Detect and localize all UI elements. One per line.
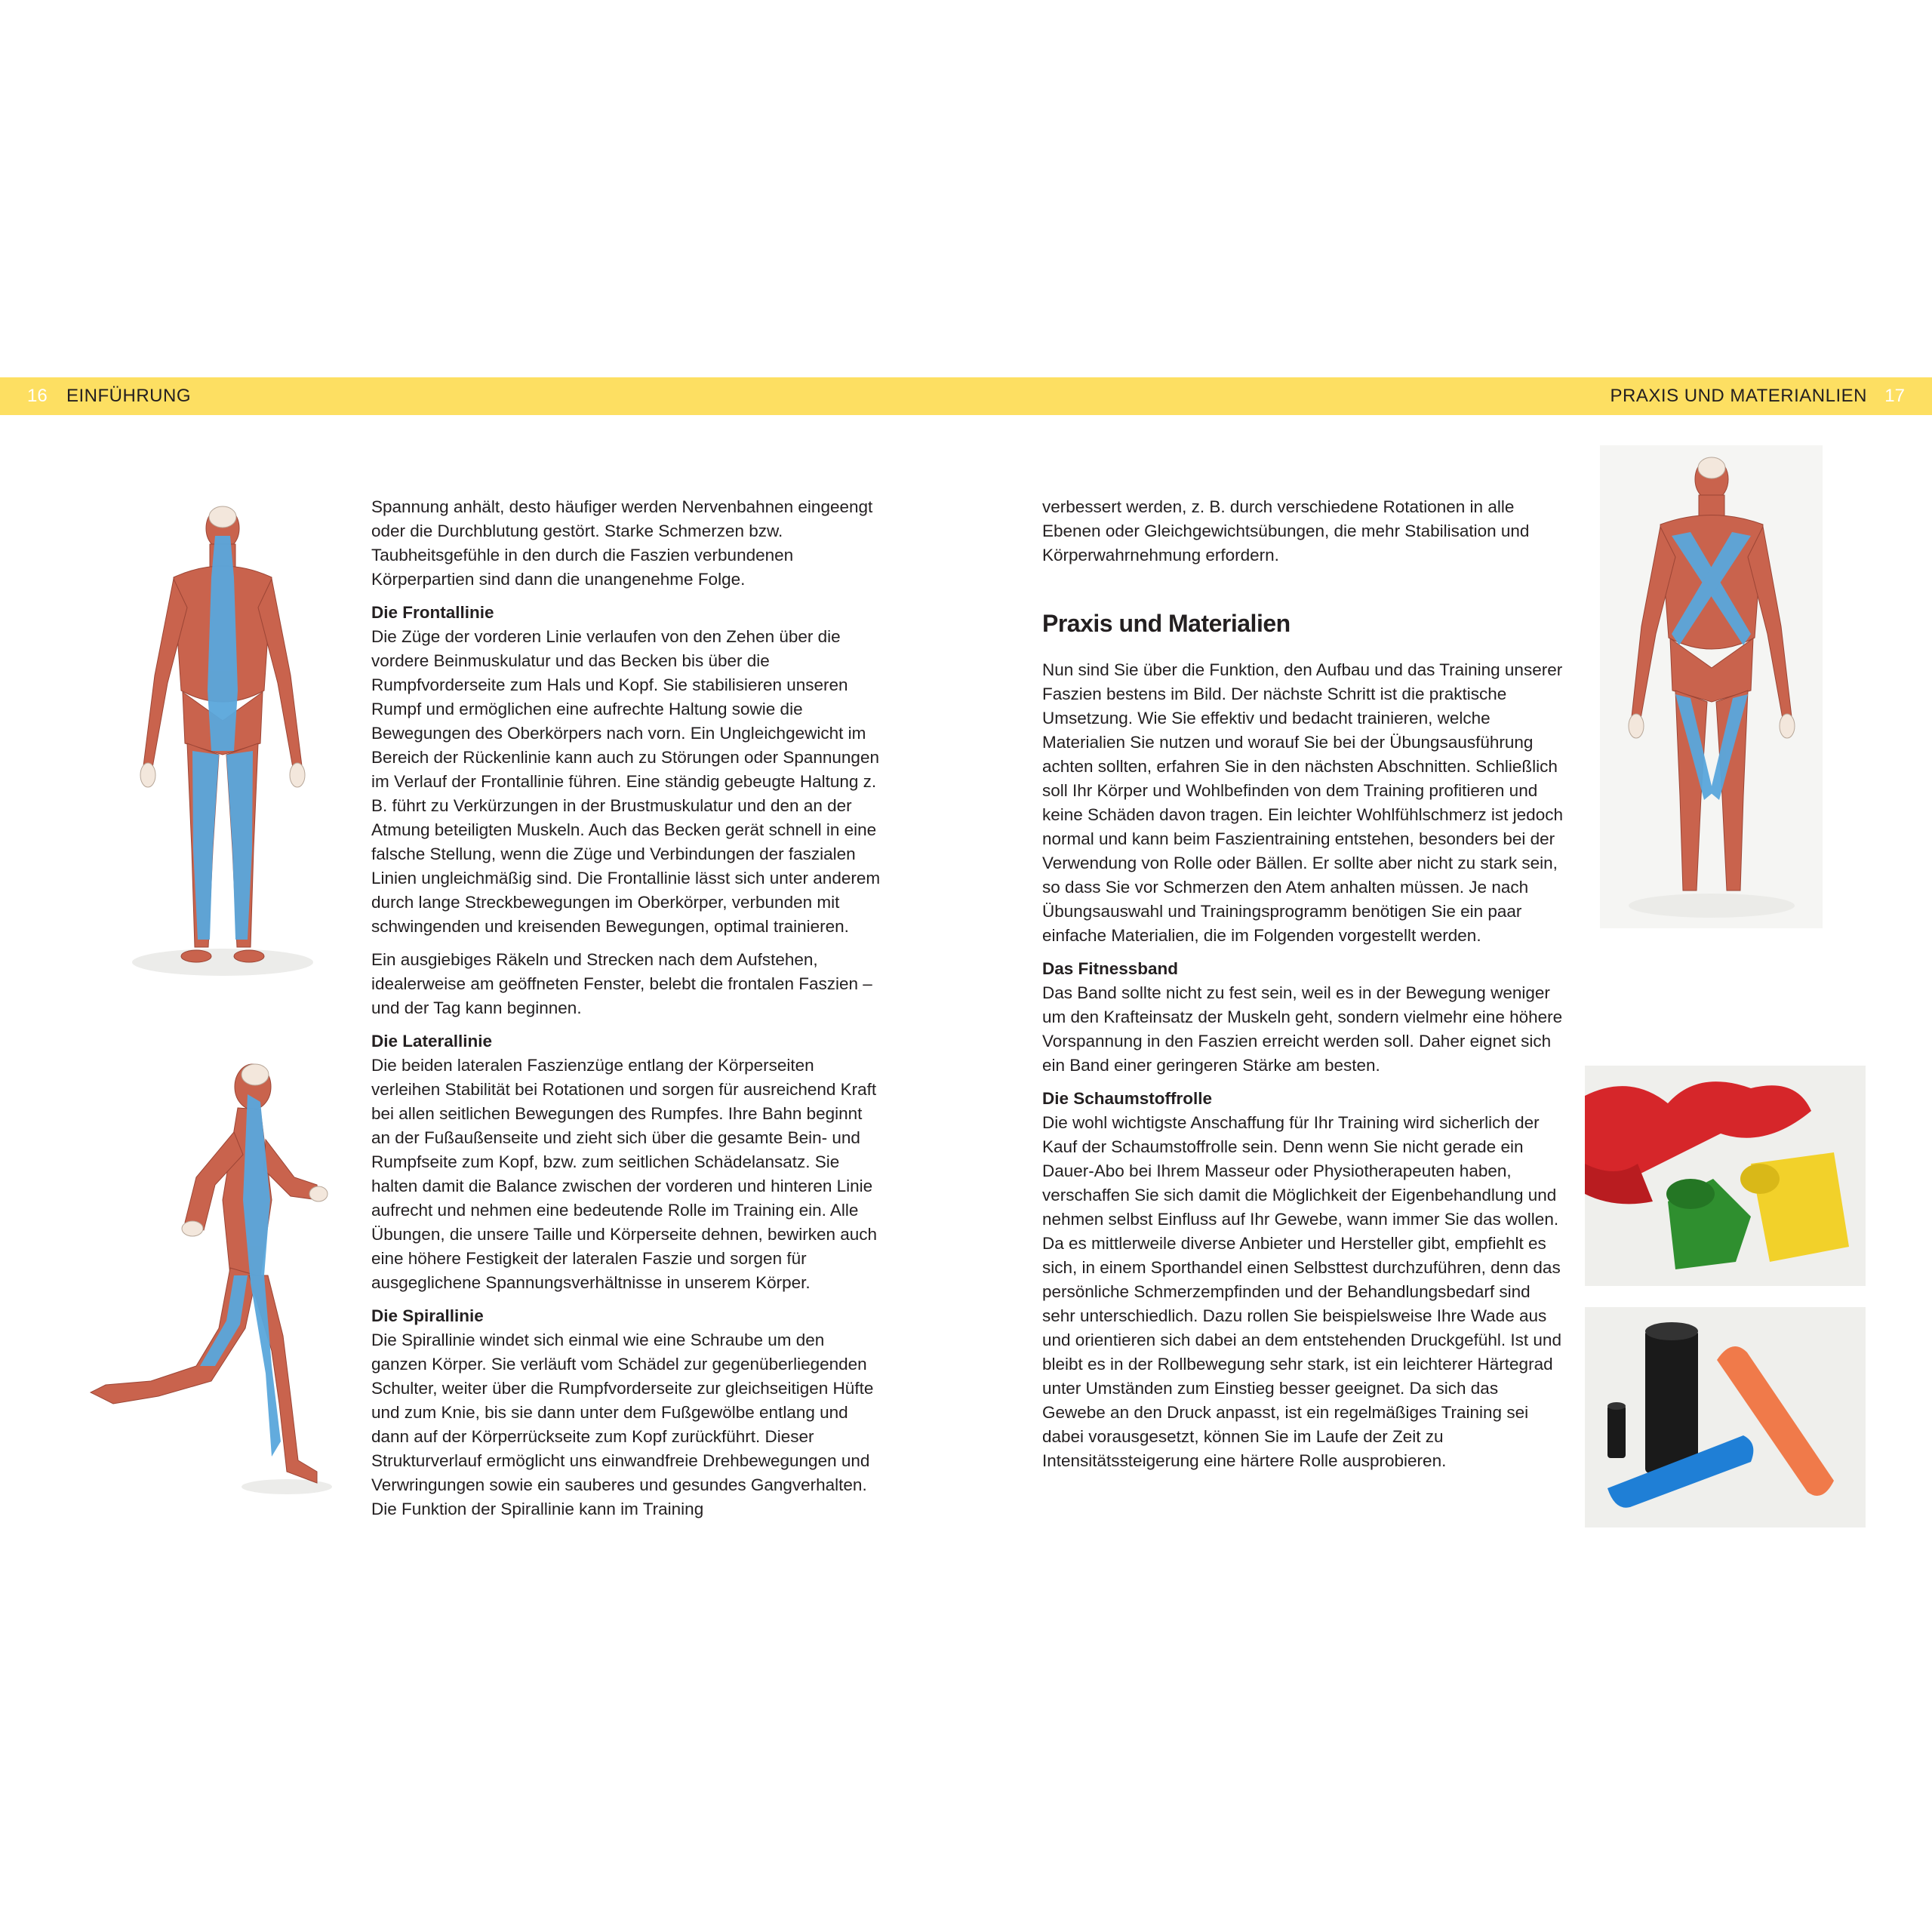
schaumstoffrolle-heading: Die Schaumstoffrolle (1042, 1089, 1213, 1108)
anatomy-spiral-line-illustration (1600, 445, 1823, 928)
laterallinie-heading: Die Laterallinie (371, 1032, 493, 1051)
laterallinie-paragraph: Die beiden lateralen Faszienzüge entlang der Körperseiten verleihen Stabilität bei Rotationen und sorgen für ausreichend Kraft bei allen seitlichen Bewegungen des Rumpfes. Ihre Bahn beginnt an der Fußaußenseite und zieht sich über die gesamte Bein- und Rumpfseite zum Kopf, bzw. zum seitlichen Schädelansatz. Sie halten damit die Balance zwischen der vorderen und hinteren Linie aufrecht und nehmen eine bedeutende Rolle im Training ein. Alle Übungen, die unsere Taille und Körperseite dehnen, bewirken auch eine höhere Festigkeit der lateralen Faszie und sorgen für ausgeglichene Spannungsverhältnisse in unserem Körper. (371, 1056, 878, 1292)
spirallinie-paragraph: Die Spirallinie windet sich einmal wie eine Schraube um den ganzen Körper. Sie verläuft vom Schädel zur gegenüberliegenden Schulter, weiter über die Rumpfvorderseite zur gleichseitigen Hüfte und zum Knie, bis sie dann unter dem Fußgewölbe entlang und dann auf der Körperrückseite zum Kopf zurückführt. Dieser Strukturverlauf ermöglicht uns einwandfreie Drehbewegungen und Verwringungen sowie ein sauberes und gesundes Gangverhalten. Die Funktion der Spirallinie kann im Training (371, 1331, 874, 1518)
schaumstoffrolle-paragraph: Die wohl wichtigste Anschaffung für Ihr Training wird sicherlich der Kauf der Schaumstoffrolle sein. Denn wenn Sie nicht gerade ein Dauer-Abo bei Ihrem Masseur oder Physiotherapeuten haben, verschaffen Sie sich damit die Möglichkeit der Eigenbehandlung und nehmen selbst Einfluss auf Ihr Gewebe, wann immer Sie das wollen. Da es mittlerweile diverse Anbieter und Hersteller gibt, empfiehlt es sich, in einem Sporthandel einen Selbsttest durchzuführen, denn das persönliche Schmerzempfinden und der Behandlungsbedarf sind sehr unterschiedlich. Dazu rollen Sie beispielsweise Ihre Wade aus und orientieren sich dabei an dem entstehenden Druckgefühl. Ist und bleibt es in der Rollbewegung sehr stark, ist ein leichterer Härtegrad unter Umständen zum Einstieg besser geeignet. Da sich das Gewebe an den Druck anpasst, ist ein regelmäßiges Training sei dabei vorausgesetzt, können Sie im Laufe der Zeit zu Intensitätssteigerung eine härtere Rolle ausprobieren. (1042, 1113, 1561, 1470)
foam-roller-drawing (1585, 1307, 1866, 1527)
left-running-title: EINFÜHRUNG (66, 386, 191, 406)
right-running-title: PRAXIS UND MATERIANLIEN (1610, 386, 1867, 406)
running-header (0, 377, 1932, 415)
frontallinie-paragraph: Die Züge der vorderen Linie verlaufen von den Zehen über die vordere Beinmuskulatur und das Becken bis über die Rumpfvorderseite zum Hals und Kopf. Sie stabilisieren unseren Rumpf und ermöglichen eine aufrechte Haltung sowie die Bewegungen des Oberkörpers nach vorn. Ein Ungleichgewicht im Bereich der Rückenlinie kann auch zu Störungen oder Spannungen im Verlauf der Frontallinie führen. Eine ständig gebeugte Haltung z. B. führt zu Verkürzungen in der Brustmuskulatur und den an der Atmung beteiligten Muskeln. Auch das Becken gerät schnell in eine falsche Stellung, wenn die Züge und Verbindungen der faszialen Linien ungleichmäßig sind. Die Frontallinie lässt sich unter anderem durch lange Streckbewegungen im Oberkörper, verbunden mit schwingenden und kreisenden Bewegungen, optimal trainieren. (371, 627, 881, 936)
spirallinie-heading: Die Spirallinie (371, 1306, 484, 1325)
left-text-column (371, 495, 884, 1531)
right-intro-paragraph: verbessert werden, z. B. durch verschiedene Rotationen in alle Ebenen oder Gleichgewichtsübungen, die mehr Stabilisation und Körperwahrnehmung erfordern. (1042, 497, 1530, 565)
frontallinie-paragraph-2: Ein ausgiebiges Räkeln und Strecken nach dem Aufstehen, idealerweise am geöffneten Fenster, belebt die frontalen Faszien – und der Tag kann beginnen. (371, 950, 872, 1017)
anatomy-front-line-illustration (113, 494, 332, 985)
fitnessband-heading: Das Fitnessband (1042, 959, 1179, 978)
fitnessband-paragraph: Das Band sollte nicht zu fest sein, weil es in der Bewegung weniger um den Krafteinsatz der Muskeln geht, sondern vielmehr eine höhere Vorspannung in den Faszien erreicht werden soll. Daher eignet sich ein Band einer geringeren Stärke am besten. (1042, 983, 1563, 1075)
right-text-column (1042, 495, 1563, 1482)
praxis-paragraph: Nun sind Sie über die Funktion, den Aufbau und das Training unserer Faszien bestens im Bild. Der nächste Schritt ist die praktische Umsetzung. Wie Sie effektiv und bedacht trainieren, welche Materialien Sie nutzen und worauf Sie bei der Übungsausführung achten sollten, erfahren Sie in den nächsten Abschnitten. Schließlich soll Ihr Körper und Wohlbefinden von dem Training profitieren und keine Schäden davon tragen. Ein leichter Wohlfühlschmerz ist jedoch normal und kann beim Faszientraining entstehen, besonders bei der Verwendung von Rolle oder Bällen. Er sollte aber nicht zu stark sein, so dass Sie vor Schmerzen den Atem anhalten müssen. Je nach Übungsauswahl und Trainingsprogramm benötigen Sie ein paar einfache Materialien, die im Folgenden vorgestellt werden. (1042, 660, 1563, 945)
right-page-number: 17 (1884, 386, 1905, 406)
fitness-band-drawing (1585, 1066, 1866, 1286)
section-title-praxis: Praxis und Materialien (1042, 610, 1291, 637)
left-intro-paragraph: Spannung anhält, desto häufiger werden Nervenbahnen eingeengt oder die Durchblutung gestört. Starke Schmerzen bzw. Taubheitsgefühle in den durch die Faszien verbundenen Körperpartien sind dann die unangenehme Folge. (371, 497, 873, 589)
frontallinie-heading: Die Frontallinie (371, 603, 494, 622)
left-page-number: 16 (27, 386, 48, 406)
foam-roller-photo (1585, 1307, 1866, 1527)
fitness-band-photo (1585, 1066, 1866, 1286)
anatomy-lateral-line-illustration (45, 1049, 332, 1502)
